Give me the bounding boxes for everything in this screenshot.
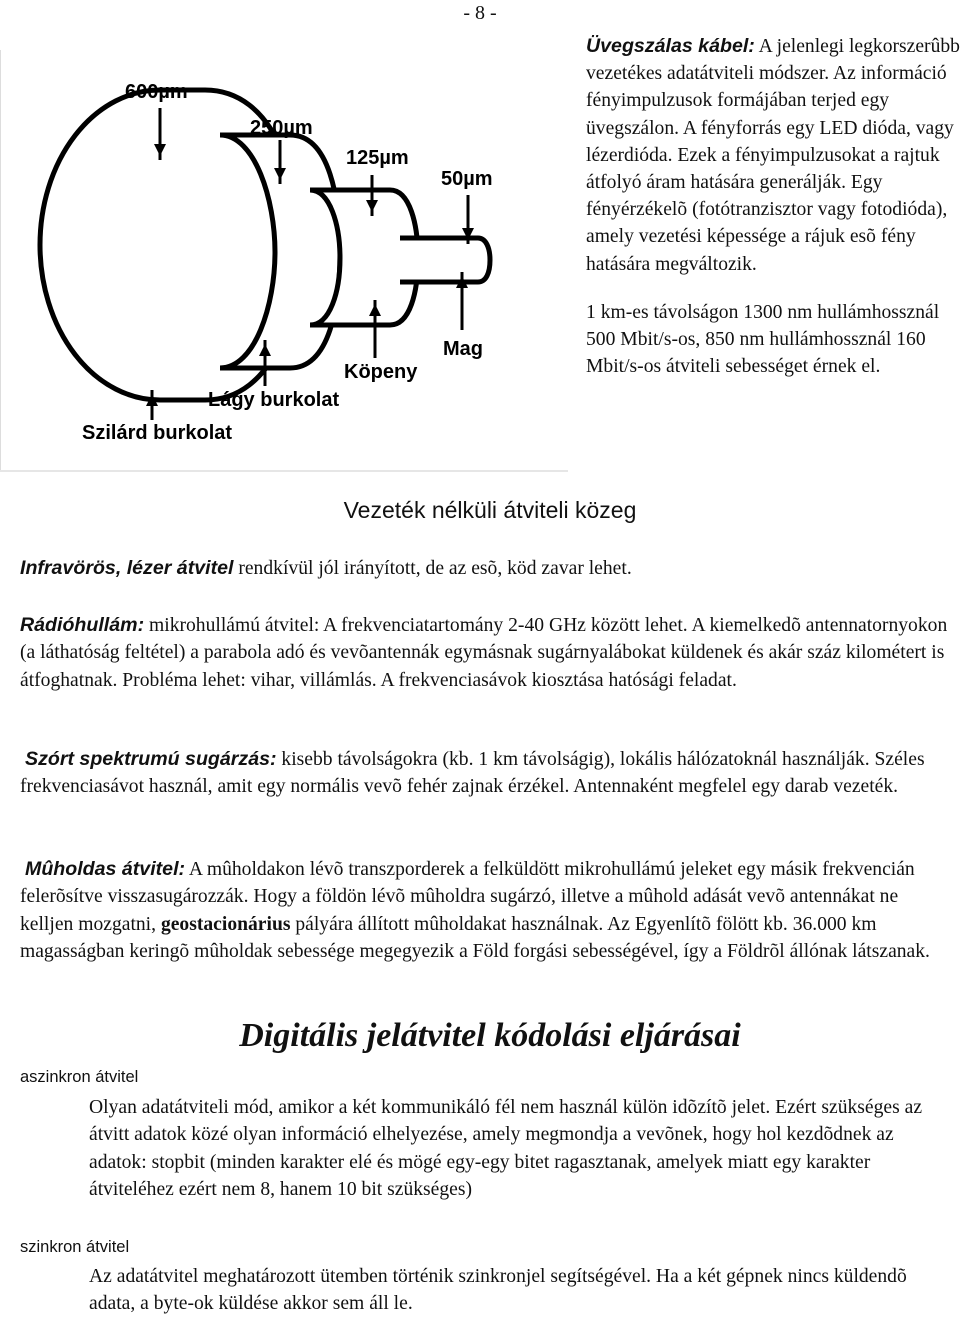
fiber-term: Üvegszálas kábel: [586, 35, 755, 57]
satellite-term: Mûholdas átvitel: [25, 858, 186, 880]
radio-term: Rádióhullám: [20, 614, 145, 636]
radio-paragraph [20, 612, 955, 694]
sync-heading: szinkron átvitel [20, 1238, 130, 1256]
fiber-description [586, 33, 960, 278]
infra-paragraph [20, 555, 955, 582]
label-lagy-burkolat: Lágy burkolat [208, 389, 340, 411]
spread-text: kisebb távolságokra (kb. 1 km távolságig), lokális hálózatoknál használják. Széles frekvenciasávot használ, amit egy normális vevõ fehér zajnak érzékel. Antennaként megfelel egy darab vezeték. [20, 749, 925, 798]
spread-term: Szórt spektrumú sugárzás: [25, 748, 277, 770]
label-125um: 125µm [346, 147, 409, 169]
label-50um: 50µm [441, 168, 493, 190]
fiber-cable-svg [0, 30, 568, 472]
spread-paragraph [20, 746, 955, 801]
radio-text: mikrohullámú átvitel: A frekvenciatartomány 2-40 GHz között lehet. A kiemelkedõ antennatornyokon (a láthatóság feltétel) a parabola adó és vevõantennák egymásnak sugárnyalábokat küldenek és akár száz kilométert is átfoghatnak. Probléma lehet: vihar, villámlás. A frekvenciasávok kiosztása hatósági feladat. [20, 615, 948, 691]
fiber-description-text: A jelenlegi legkorszerûbb vezetékes adatátviteli módszer. Az információ fényimpulzusok formájában terjed egy üvegszálon. A fényforrás egy LED dióda, vagy lézerdióda. Ezek a fényimpulzusokat a rajtuk átfolyó áram hatására generálják. Egy fényérzékelõ (fotótranzisztor vagy fotodióda), amely vezetési képessége a rájuk esõ fény hatására megváltozik. [586, 36, 960, 275]
page-number: - 8 - [463, 2, 497, 24]
infra-text: rendkívül jól irányított, de az esõ, köd zavar lehet. [233, 558, 632, 579]
label-250um: 250µm [250, 117, 313, 139]
label-600um: 600µm [125, 81, 188, 103]
fiber-speed: 1 km-es távolságon 1300 nm hullámhossznál 500 Mbit/s-os, 850 nm hullámhossznál 160 Mbit/s-os átviteli sebességet érnek el. [586, 301, 940, 378]
label-mag: Mag [443, 338, 483, 360]
fiber-cable-diagram [0, 30, 568, 472]
label-kopeny: Köpeny [344, 361, 418, 383]
satellite-text-b: pályára állított mûholdakat használnak. Az Egyenlítõ fölött kb. 36.000 km magasságban keringõ mûholdak sebessége megegyezik a Föld forgási sebességével, így a Földrõl állónak látszanak. [20, 913, 930, 963]
wireless-heading: Vezeték nélküli átviteli közeg [343, 497, 637, 523]
core [400, 238, 490, 282]
satellite-text-a: A mûholdakon lévõ transzporderek a felküldött mikrohullámú jeleket egy másik frekvencián felerõsítve visszasugározzák. Hogy a földön lévõ mûholdra sugárzó, illetve a mûhold adását vevõ antennákat ne kelljen mozgatni, [20, 859, 915, 935]
label-szilard-burkolat: Szilárd burkolat [82, 422, 233, 444]
fiber-text-block [586, 33, 960, 380]
infra-term: Infravörös, lézer átvitel [20, 557, 234, 579]
digital-title: Digitális jelátvitel kódolási eljárásai [239, 1017, 741, 1054]
async-text: Olyan adatátviteli mód, amikor a két kommunikáló fél nem használ külön idõzítõ jelet. Ezért szükséges az átvitt adatok közé olyan információ elhelyezése, amely megmondja a vevõnek, hogy hol kezdõdnek az adatok: stopbit (minden karakter elé és mögé egy-egy bitet ragasztanak, amelyek miatt egy karakter átviteléhez ezért nem 8, hanem 10 bit szükséges) [89, 1097, 923, 1201]
async-paragraph [89, 1094, 955, 1204]
sync-paragraph [89, 1263, 955, 1318]
async-heading: aszinkron átvitel [20, 1068, 139, 1086]
satellite-paragraph [20, 856, 955, 966]
sync-text: Az adatátvitel meghatározott ütemben történik szinkronjel segítségével. Ha a két gépnek nincs küldendõ adata, a byte-ok küldése akkor sem áll le. [89, 1266, 907, 1315]
satellite-bold-word: geostacionárius [160, 913, 291, 935]
